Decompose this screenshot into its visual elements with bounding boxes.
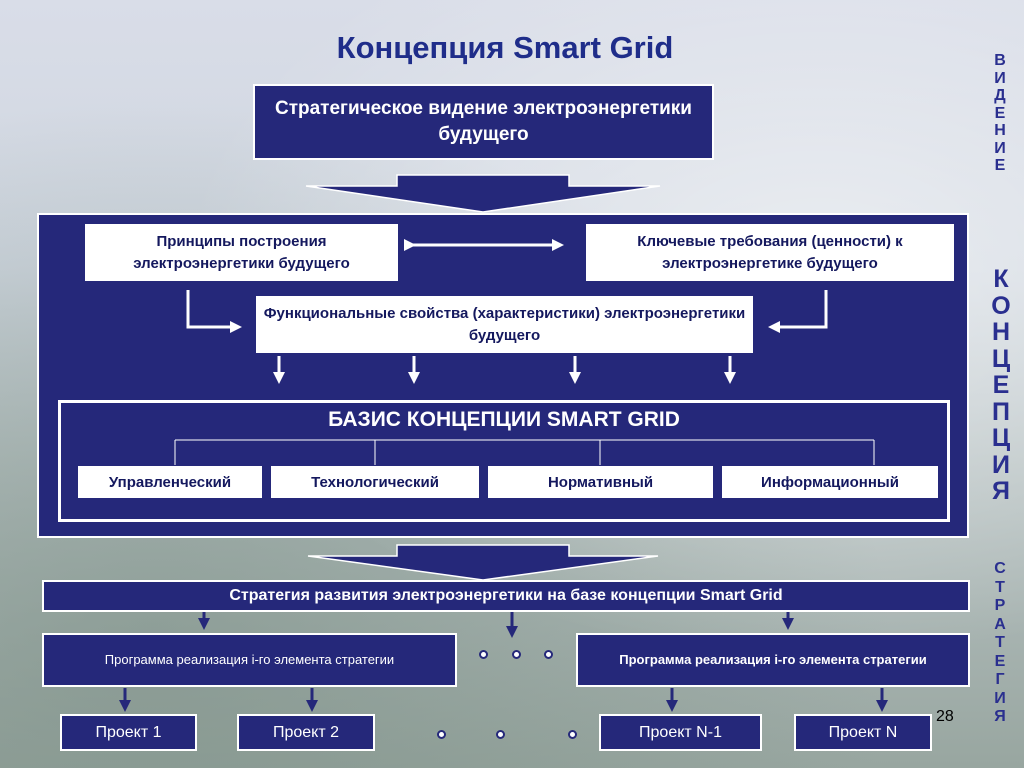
program-box-right: Программа реализация i-го элемента стратегии (576, 633, 970, 687)
ellipsis-dot (479, 650, 488, 659)
ellipsis-dot (496, 730, 505, 739)
basis-item-information: Информационный (721, 465, 939, 499)
project-1: Проект 1 (60, 714, 197, 751)
side-label-strategy (988, 560, 1012, 727)
side-letter: Я (992, 477, 1010, 505)
side-label-vision (988, 52, 1012, 175)
block-arrow-down-2 (308, 545, 658, 580)
side-letter: Я (994, 708, 1006, 725)
side-letter: Е (994, 104, 1006, 122)
side-letter: И (994, 689, 1006, 707)
principles-box: Принципы построения электроэнергетики будущего (84, 223, 399, 282)
side-letter: А (994, 615, 1006, 633)
page-number: 28 (936, 708, 954, 725)
side-letter: Ц (991, 344, 1011, 373)
side-letter: Р (994, 597, 1006, 614)
requirements-box: Ключевые требования (ценности) к электроэнергетике будущего (585, 223, 955, 282)
side-letter: И (994, 69, 1006, 87)
ellipsis-dot (512, 650, 521, 659)
program-box-left: Программа реализация i-го элемента стратегии (42, 633, 457, 687)
side-letter: Г (995, 671, 1005, 688)
basis-item-technology: Технологический (270, 465, 480, 499)
side-letter: В (994, 52, 1006, 69)
side-label-concept (986, 266, 1016, 505)
strategic-vision-box: Стратегическое видение электроэнергетики будущего (253, 84, 714, 160)
side-letter: Е (994, 652, 1006, 670)
side-letter: Н (991, 318, 1011, 346)
side-letter: Н (994, 122, 1006, 139)
side-letter: П (992, 397, 1010, 426)
side-letter: Т (995, 634, 1005, 651)
side-letter: О (991, 291, 1011, 320)
project-2: Проект 2 (237, 714, 375, 751)
functional-properties-box: Функциональные свойства (характеристики) электроэнергетики будущего (255, 295, 754, 354)
ellipsis-dot (437, 730, 446, 739)
ellipsis-dot (568, 730, 577, 739)
side-letter: Е (992, 371, 1010, 399)
ellipsis-dot (544, 650, 553, 659)
side-letter: Е (994, 157, 1006, 174)
side-letter: И (992, 450, 1010, 479)
page-title: Концепция Smart Grid (336, 30, 674, 65)
project-n-minus-1: Проект N-1 (599, 714, 762, 751)
basis-item-normative: Нормативный (487, 465, 714, 499)
side-letter: К (993, 265, 1009, 293)
side-letter: С (994, 560, 1006, 577)
side-letter: Д (994, 87, 1006, 104)
side-letter: И (994, 139, 1006, 157)
basis-item-management: Управленческий (77, 465, 263, 499)
block-arrow-down-1 (306, 175, 660, 212)
side-letter: Ц (991, 424, 1011, 452)
side-letter: Т (995, 578, 1005, 596)
project-n: Проект N (794, 714, 932, 751)
strategy-bar: Стратегия развития электроэнергетики на базе концепции Smart Grid (42, 580, 970, 612)
basis-title: БАЗИС КОНЦЕПЦИИ SMART GRID (328, 408, 680, 431)
